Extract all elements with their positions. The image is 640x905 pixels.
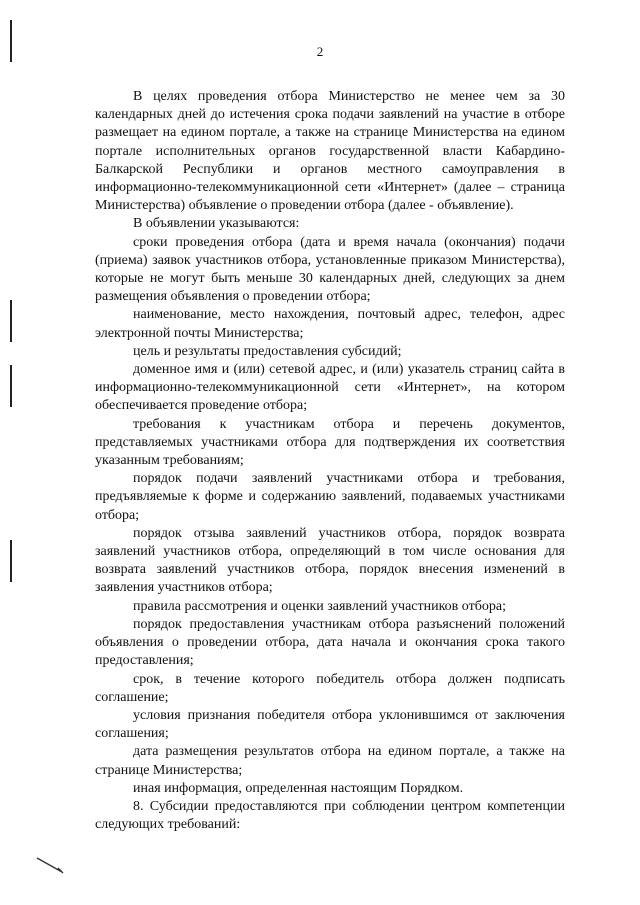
paragraph: условия признания победителя отбора уклонившимся от заключения соглашения;	[95, 707, 565, 742]
paragraph: иная информация, определенная настоящим Порядком.	[133, 780, 464, 796]
scan-margin-mark	[10, 365, 12, 407]
paragraph: наименование, место нахождения, почтовый адрес, телефон, адрес электронной почты Министерства;	[95, 307, 565, 341]
paragraph: правила рассмотрения и оценки заявлений участников отбора;	[133, 598, 506, 614]
paragraph: срок, в течение которого победитель отбора должен подписать соглашение;	[95, 671, 565, 705]
document-body	[95, 88, 565, 834]
paragraph: сроки проведения отбора (дата и время начала (окончания) подачи (приема) заявок участников отбора, установленные приказом Министерства), которые не могут быть меньше 30 календарных дней, следующих за днем размещения объявления о проведении отбора;	[95, 234, 565, 305]
page-number: 2	[316, 44, 324, 59]
paragraph: 8. Субсидии предоставляются при соблюдении центром компетенции следующих требований:	[95, 798, 565, 833]
pen-stroke-mark	[36, 856, 66, 876]
paragraph: цель и результаты предоставления субсидий;	[133, 343, 402, 359]
paragraph: требования к участникам отбора и перечень документов, представляемых участниками отбора для подтверждения их соответствия указанным требованиям;	[95, 416, 565, 469]
scan-margin-mark	[10, 540, 12, 582]
paragraph: порядок отзыва заявлений участников отбора, порядок возврата заявлений участников отбора, определяющий в том числе основания для возврата заявлений участников отбора, порядок внесения изменений в заявления участников отбора;	[95, 525, 565, 596]
scan-margin-mark	[10, 300, 12, 342]
paragraph: В целях проведения отбора Министерство не менее чем за 30 календарных дней до истечения срока подачи заявлений на участие в отборе размещает на едином портале, а также на странице Министерства на едином портале исполнительных органов государственной власти Кабардино-Балкарской Республики и органов местного самоуправления в информационно-телекоммуникационной сети «Интернет» (далее – страница Министерства) объявление о проведении отбора (далее - объявление).	[95, 89, 565, 214]
paragraph: доменное имя и (или) сетевой адрес, и (или) указатель страниц сайта в информационно-телекоммуникационной сети «Интернет», на котором обеспечивается проведение отбора;	[95, 362, 565, 414]
paragraph: В объявлении указываются:	[133, 216, 300, 232]
paragraph: дата размещения результатов отбора на едином портале, а также на странице Министерства;	[95, 744, 565, 778]
paragraph: порядок предоставления участникам отбора разъяснений положений объявления о проведении отбора, дата начала и окончания срока такого предоставления;	[95, 616, 565, 669]
paragraph: порядок подачи заявлений участниками отбора и требования, предъявляемые к форме и содержанию заявлений, подаваемых участниками отбора;	[95, 471, 565, 523]
